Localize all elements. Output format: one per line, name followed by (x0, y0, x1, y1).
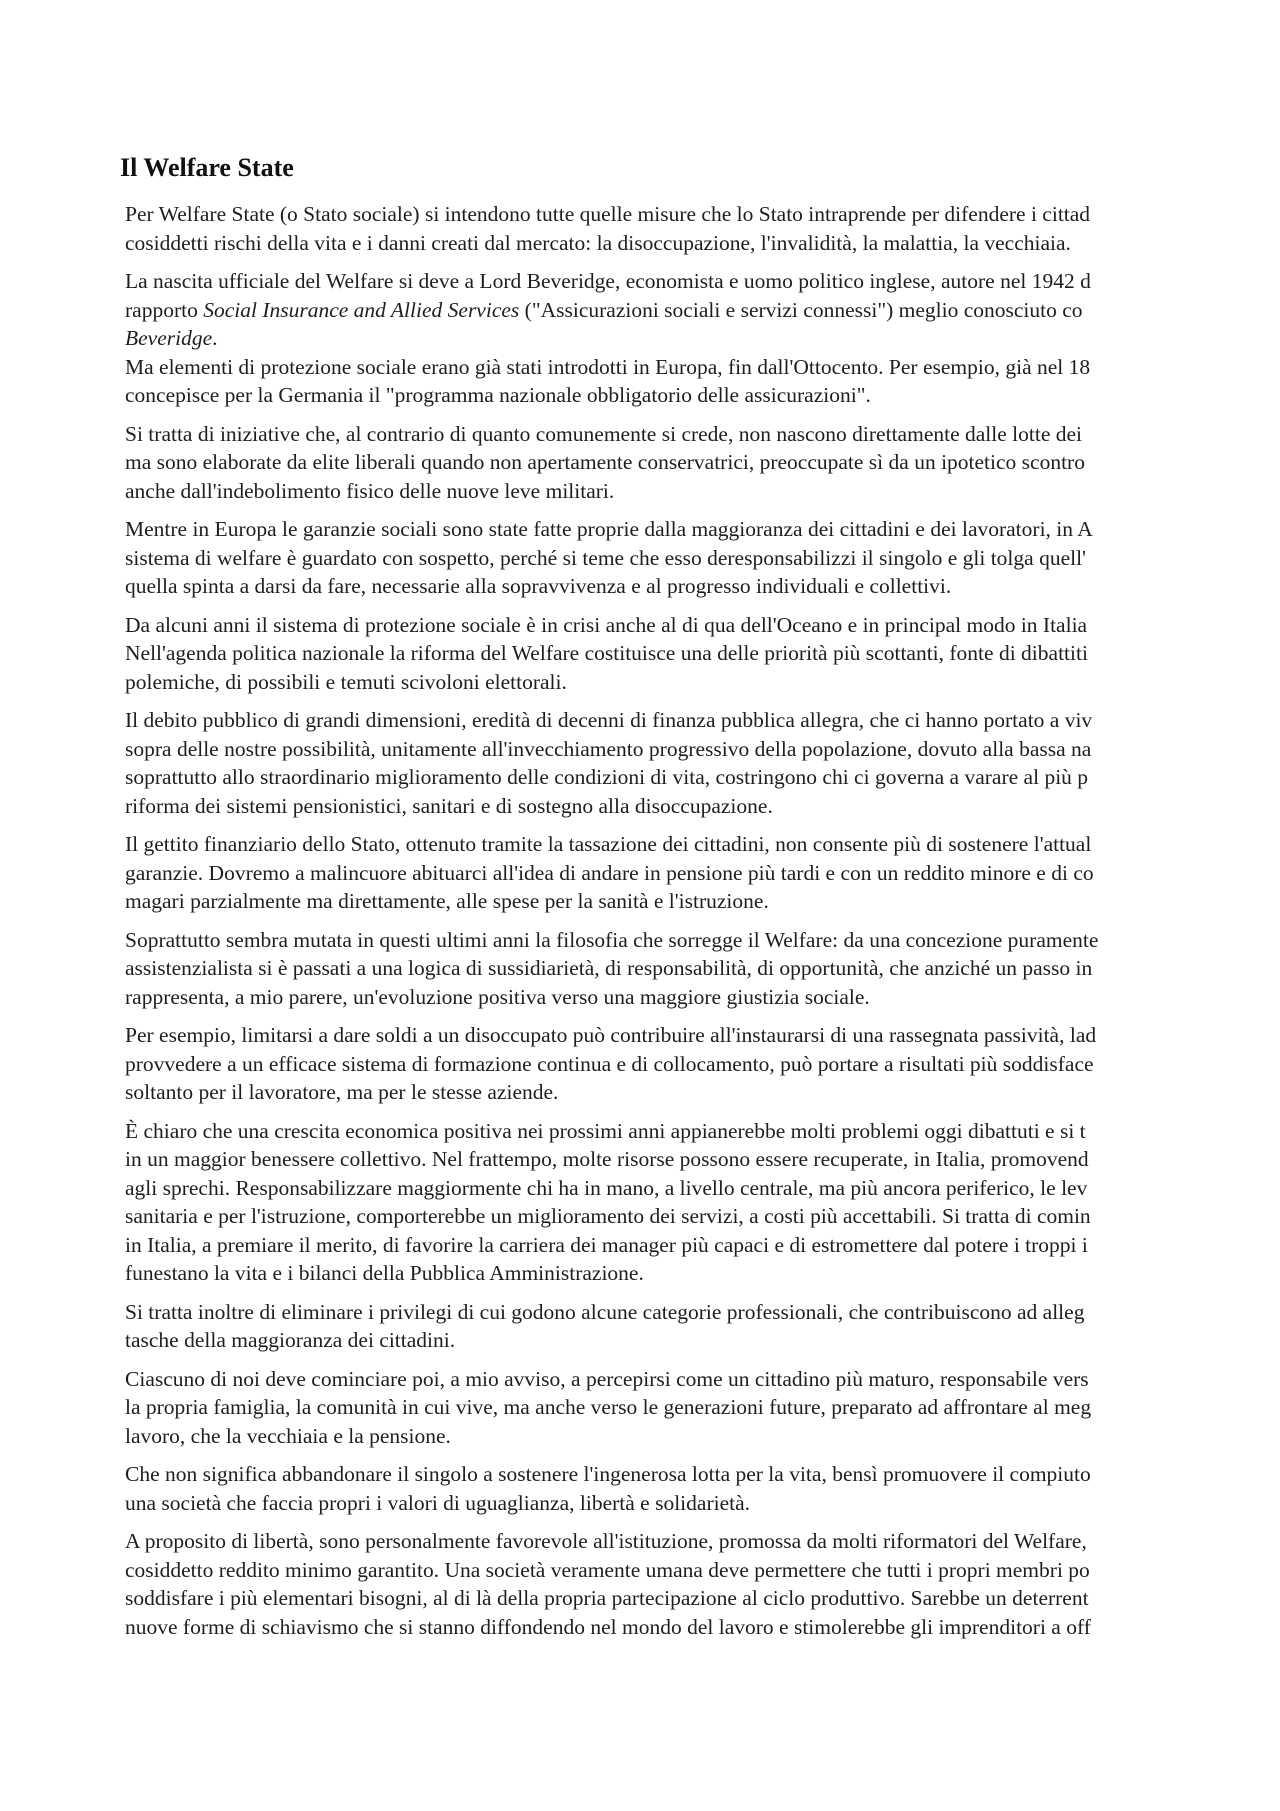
text-line: Si tratta inoltre di eliminare i privilegi di cui godono alcune categorie professionali, che contribuiscono ad alleg (125, 1299, 1085, 1324)
paragraph-12 (125, 1365, 1280, 1451)
text-line (125, 296, 1280, 325)
text-line: riforma dei sistemi pensionistici, sanitari e di sostegno alla disoccupazione. (125, 793, 773, 818)
text-line: quella spinta a darsi da fare, necessarie alla sopravvivenza e al progresso individuali e collettivi. (125, 574, 952, 598)
text-line: provvedere a un efficace sistema di formazione continua e di collocamento, può portare a risultati più soddisface (125, 1051, 1094, 1076)
paragraph-9 (125, 1021, 1280, 1107)
text-line: cosiddetti rischi della vita e i danni creati dal mercato: la disoccupazione, l'invalidità, la malattia, la vecchiaia. (125, 230, 1071, 255)
text-line: sistema di welfare è guardato con sospetto, perché si teme che esso deresponsabilizzi il singolo e gli tolga quell' (125, 545, 1086, 570)
text-line: magari parzialmente ma direttamente, alle spese per la sanità e l'istruzione. (125, 889, 769, 913)
text-line: Il gettito finanziario dello Stato, ottenuto tramite la tassazione dei cittadini, non consente più di sostenere l'attual (125, 832, 1092, 856)
text-line: in Italia, a premiare il merito, di favorire la carriera dei manager più capaci e di estromettere dal potere i troppi i (125, 1232, 1088, 1257)
text-line: cosiddetto reddito minimo garantito. Una società veramente umana deve permettere che tutti i propri membri po (125, 1557, 1090, 1582)
text-line: anche dall'indebolimento fisico delle nuove leve militari. (125, 478, 615, 503)
paragraph-10 (125, 1117, 1280, 1288)
text-line: rappresenta, a mio parere, un'evoluzione positiva verso una maggiore giustizia sociale. (125, 984, 870, 1009)
text-line: in un maggior benessere collettivo. Nel frattempo, molte risorse possono essere recuperate, in Italia, promovend (125, 1147, 1089, 1171)
text-line: Per Welfare State (o Stato sociale) si intendono tutte quelle misure che lo Stato intraprende per difendere i cittad (125, 202, 1091, 226)
paragraph-5 (125, 611, 1280, 697)
text-line: lavoro, che la vecchiaia e la pensione. (125, 1423, 451, 1448)
text-run: ("Assicurazioni sociali e servizi connessi") meglio conosciuto co (519, 297, 1083, 322)
text-line: Che non significa abbandonare il singolo a sostenere l'ingenerosa lotta per la vita, bensì promuovere il compiuto (125, 1462, 1091, 1486)
paragraph-1 (125, 200, 1280, 257)
text-line: Per esempio, limitarsi a dare soldi a un disoccupato può contribuire all'instaurarsi di una rassegnata passività, lad (125, 1023, 1097, 1047)
text-line: assistenzialista si è passati a una logica di sussidiarietà, di responsabilità, di opportunità, che anziché un passo in (125, 956, 1093, 980)
text-run: rapporto (125, 297, 204, 322)
report-name-italic: Beveridge (125, 326, 213, 350)
text-line: È chiaro che una crescita economica positiva nei prossimi anni appianerebbe molti problemi oggi dibattuti e si t (125, 1118, 1086, 1143)
text-line: agli sprechi. Responsabilizzare maggiormente chi ha in mano, a livello centrale, ma più ancora periferico, le lev (125, 1175, 1088, 1200)
text-line: nuove forme di schiavismo che si stanno diffondendo nel mondo del lavoro e stimolerebbe gli imprenditori a off (125, 1614, 1091, 1639)
text-line: Si tratta di iniziative che, al contrario di quanto comunemente si crede, non nascono direttamente dalle lotte dei (125, 421, 1083, 446)
document-body (125, 200, 1280, 1651)
text-line: A proposito di libertà, sono personalmente favorevole all'istituzione, promossa da molti riformatori del Welfare, (125, 1529, 1087, 1553)
text-line: funestano la vita e i bilanci della Pubblica Amministrazione. (125, 1261, 644, 1285)
text-line: concepisce per la Germania il "programma nazionale obbligatorio delle assicurazioni". (125, 383, 871, 407)
text-line: Ciascuno di noi deve cominciare poi, a mio avviso, a percepirsi come un cittadino più maturo, responsabile vers (125, 1366, 1089, 1391)
paragraph-6 (125, 706, 1280, 820)
page-title: Il Welfare State (120, 153, 294, 182)
text-line: tasche della maggioranza dei cittadini. (125, 1328, 456, 1352)
text-line: sanitaria e per l'istruzione, comporterebbe un miglioramento dei servizi, a costi più accettabili. Si tratta di comin (125, 1204, 1091, 1228)
paragraph-14 (125, 1527, 1280, 1641)
text-line: Da alcuni anni il sistema di protezione sociale è in crisi anche al di qua dell'Oceano e in principal modo in Italia (125, 612, 1088, 637)
text-line: garanzie. Dovremo a malincuore abituarci all'idea di andare in pensione più tardi e con un reddito minore e di co (125, 860, 1094, 885)
text-line: soltanto per il lavoratore, ma per le stesse aziende. (125, 1080, 559, 1104)
paragraph-13 (125, 1460, 1280, 1517)
report-title-italic: Social Insurance and Allied Services (203, 297, 520, 322)
paragraph-4 (125, 515, 1280, 601)
paragraph-11 (125, 1298, 1280, 1355)
paragraph-8 (125, 926, 1280, 1012)
text-line: Ma elementi di protezione sociale erano già stati introdotti in Europa, fin dall'Ottocento. Per esempio, già nel 18 (125, 354, 1091, 379)
text-line: sopra delle nostre possibilità, unitamente all'invecchiamento progressivo della popolazione, dovuto alla bassa na (125, 736, 1092, 761)
text-line: Mentre in Europa le garanzie sociali sono state fatte proprie dalla maggioranza dei cittadini e dei lavoratori, in A (125, 517, 1093, 541)
paragraph-2 (125, 267, 1280, 410)
text-line: Il debito pubblico di grandi dimensioni, eredità di decenni di finanza pubblica allegra, che ci hanno portato a viv (125, 708, 1093, 732)
text-line: polemiche, di possibili e temuti scivoloni elettorali. (125, 669, 567, 694)
text-run: . (212, 326, 218, 350)
text-line: Nell'agenda politica nazionale la riforma del Welfare costituisce una delle priorità più scottanti, fonte di dibattiti (125, 641, 1088, 665)
text-line: soddisfare i più elementari bisogni, al di là della propria partecipazione al ciclo produttivo. Sarebbe un deterrent (125, 1586, 1089, 1610)
paragraph-7 (125, 830, 1280, 916)
text-line (125, 324, 1280, 353)
text-line: Soprattutto sembra mutata in questi ultimi anni la filosofia che sorregge il Welfare: da una concezione puramente (125, 927, 1099, 952)
text-line: ma sono elaborate da elite liberali quando non apertamente conservatrici, preoccupate sì da un ipotetico scontro (125, 450, 1085, 474)
text-line: soprattutto allo straordinario miglioramento delle condizioni di vita, costringono chi ci governa a varare al più p (125, 765, 1089, 789)
text-line: la propria famiglia, la comunità in cui vive, ma anche verso le generazioni future, preparato ad affrontare al meg (125, 1395, 1092, 1419)
paragraph-3 (125, 420, 1280, 506)
text-line: una società che faccia propri i valori di uguaglianza, libertà e solidarietà. (125, 1490, 751, 1515)
text-line: La nascita ufficiale del Welfare si deve a Lord Beveridge, economista e uomo politico inglese, autore nel 1942 d (125, 269, 1091, 293)
